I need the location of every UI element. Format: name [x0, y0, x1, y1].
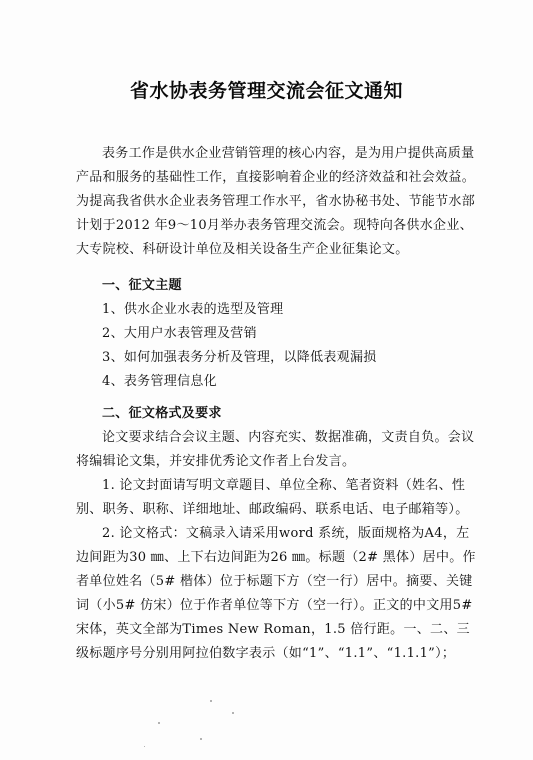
- theme-item-3: 3、如何加强表务分析及管理，以降低表观漏损: [102, 350, 377, 365]
- theme-item-4: 4、表务管理信息化: [102, 374, 217, 389]
- scan-speck: [232, 712, 234, 714]
- scan-speck: [210, 700, 212, 702]
- section-theme: [76, 274, 476, 394]
- scan-speck: [144, 746, 145, 747]
- theme-item-1: 1、供水企业水表的选型及管理: [102, 302, 284, 317]
- document-title: 省水协表务管理交流会征文通知: [129, 80, 403, 102]
- section-format: [76, 402, 476, 666]
- scan-speck: [158, 722, 160, 724]
- format-paragraph-3: 2. 论文格式：文稿录入请采用word 系统，版面规格为A4，左边间距为30 ㎜、上下右边间距为26 ㎜。标题（2# 黑体）居中。作者单位姓名（5# 楷体）位于标题下方（空一行）居中。摘要、关键词（小5# 仿宋）位于作者单位等下方（空一行）。正文的中文用5# 宋体，英文全部为Times New Roman，1.5 倍行距。一、二、三级标题序号分别用阿拉伯数字表示（如“1”、“1.1”、“1.1.1”）；: [76, 526, 476, 661]
- document-body: [76, 142, 476, 262]
- theme-item-2: 2、大用户水表管理及营销: [102, 326, 257, 341]
- format-paragraph-1: 论文要求结合会议主题、内容充实、数据准确，文责自负。会议将编辑论文集，并安排优秀论文作者上台发言。: [76, 430, 475, 469]
- section-heading-format: 二、征文格式及要求: [102, 406, 222, 421]
- format-paragraph-2: 1. 论文封面请写明文章题目、单位全称、笔者资料（姓名、性别、职务、职称、详细地址、邮政编码、联系电话、电子邮箱等）。: [76, 478, 469, 517]
- scan-speck: [200, 738, 202, 740]
- intro-paragraph: 表务工作是供水企业营销管理的核心内容，是为用户提供高质量产品和服务的基础性工作，直接影响着企业的经济效益和社会效益。为提高我省供水企业表务管理工作水平，省水协秘书处、节能节水部计划于2012 年9～10月举办表务管理交流会。现特向各供水企业、大专院校、科研设计单位及相关设备生产企业征集论文。: [76, 146, 476, 257]
- section-heading-theme: 一、征文主题: [102, 278, 182, 293]
